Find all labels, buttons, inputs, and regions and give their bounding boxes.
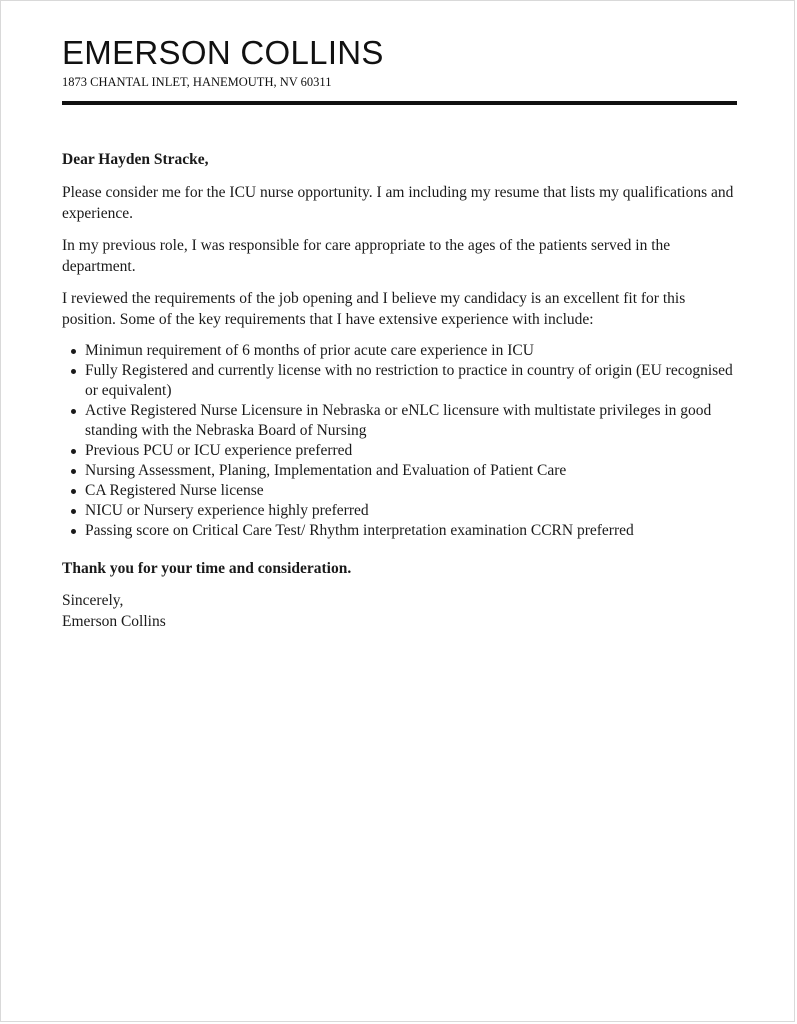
salutation: Dear Hayden Stracke, — [62, 151, 209, 168]
list-item-text: Nursing Assessment, Planing, Implementation and Evaluation of Patient Care — [85, 462, 567, 479]
closing-line: Thank you for your time and consideration. — [62, 560, 352, 577]
applicant-address: 1873 CHANTAL INLET, HANEMOUTH, NV 60311 — [62, 75, 332, 89]
list-item-text: Active Registered Nurse Licensure in Nebraska or eNLC licensure with multistate privileges in good standing with the Nebraska Board of Nursing — [85, 402, 712, 439]
list-item — [85, 481, 742, 501]
bullet-icon — [71, 349, 76, 354]
list-item-text: Passing score on Critical Care Test/ Rhythm interpretation examination CCRN preferred — [85, 522, 634, 539]
paragraph-requirements: I reviewed the requirements of the job opening and I believe my candidacy is an excellent fit for this position. Some of the key requirements that I have extensive experience with include: — [62, 290, 686, 328]
list-item — [85, 501, 742, 521]
list-item-text: Previous PCU or ICU experience preferred — [85, 442, 353, 459]
signoff: Sincerely, — [62, 592, 124, 609]
list-item-text: CA Registered Nurse license — [85, 482, 264, 499]
bullet-icon — [71, 489, 76, 494]
requirements-list — [62, 341, 742, 541]
bullet-icon — [71, 449, 76, 454]
bullet-icon — [71, 529, 76, 534]
paragraph-previous-role: In my previous role, I was responsible for care appropriate to the ages of the patients served in the department. — [62, 237, 671, 275]
list-item-text: Minimun requirement of 6 months of prior acute care experience in ICU — [85, 342, 534, 359]
bullet-icon — [71, 409, 76, 414]
list-item — [85, 441, 742, 461]
header-divider — [62, 101, 737, 105]
list-item-text: Fully Registered and currently license with no restriction to practice in country of origin (EU recognised or equivalent) — [85, 362, 733, 399]
list-item — [85, 401, 742, 441]
paragraph-intro: Please consider me for the ICU nurse opportunity. I am including my resume that lists my qualifications and experience. — [62, 184, 734, 222]
signature-name: Emerson Collins — [62, 613, 166, 630]
list-item — [85, 521, 742, 541]
list-item — [85, 341, 742, 361]
letter-body — [62, 149, 742, 632]
list-item-text: NICU or Nursery experience highly preferred — [85, 502, 369, 519]
bullet-icon — [71, 469, 76, 474]
bullet-icon — [71, 369, 76, 374]
applicant-name: EMERSON COLLINS — [62, 34, 384, 71]
list-item — [85, 461, 742, 481]
bullet-icon — [71, 509, 76, 514]
list-item — [85, 361, 742, 401]
